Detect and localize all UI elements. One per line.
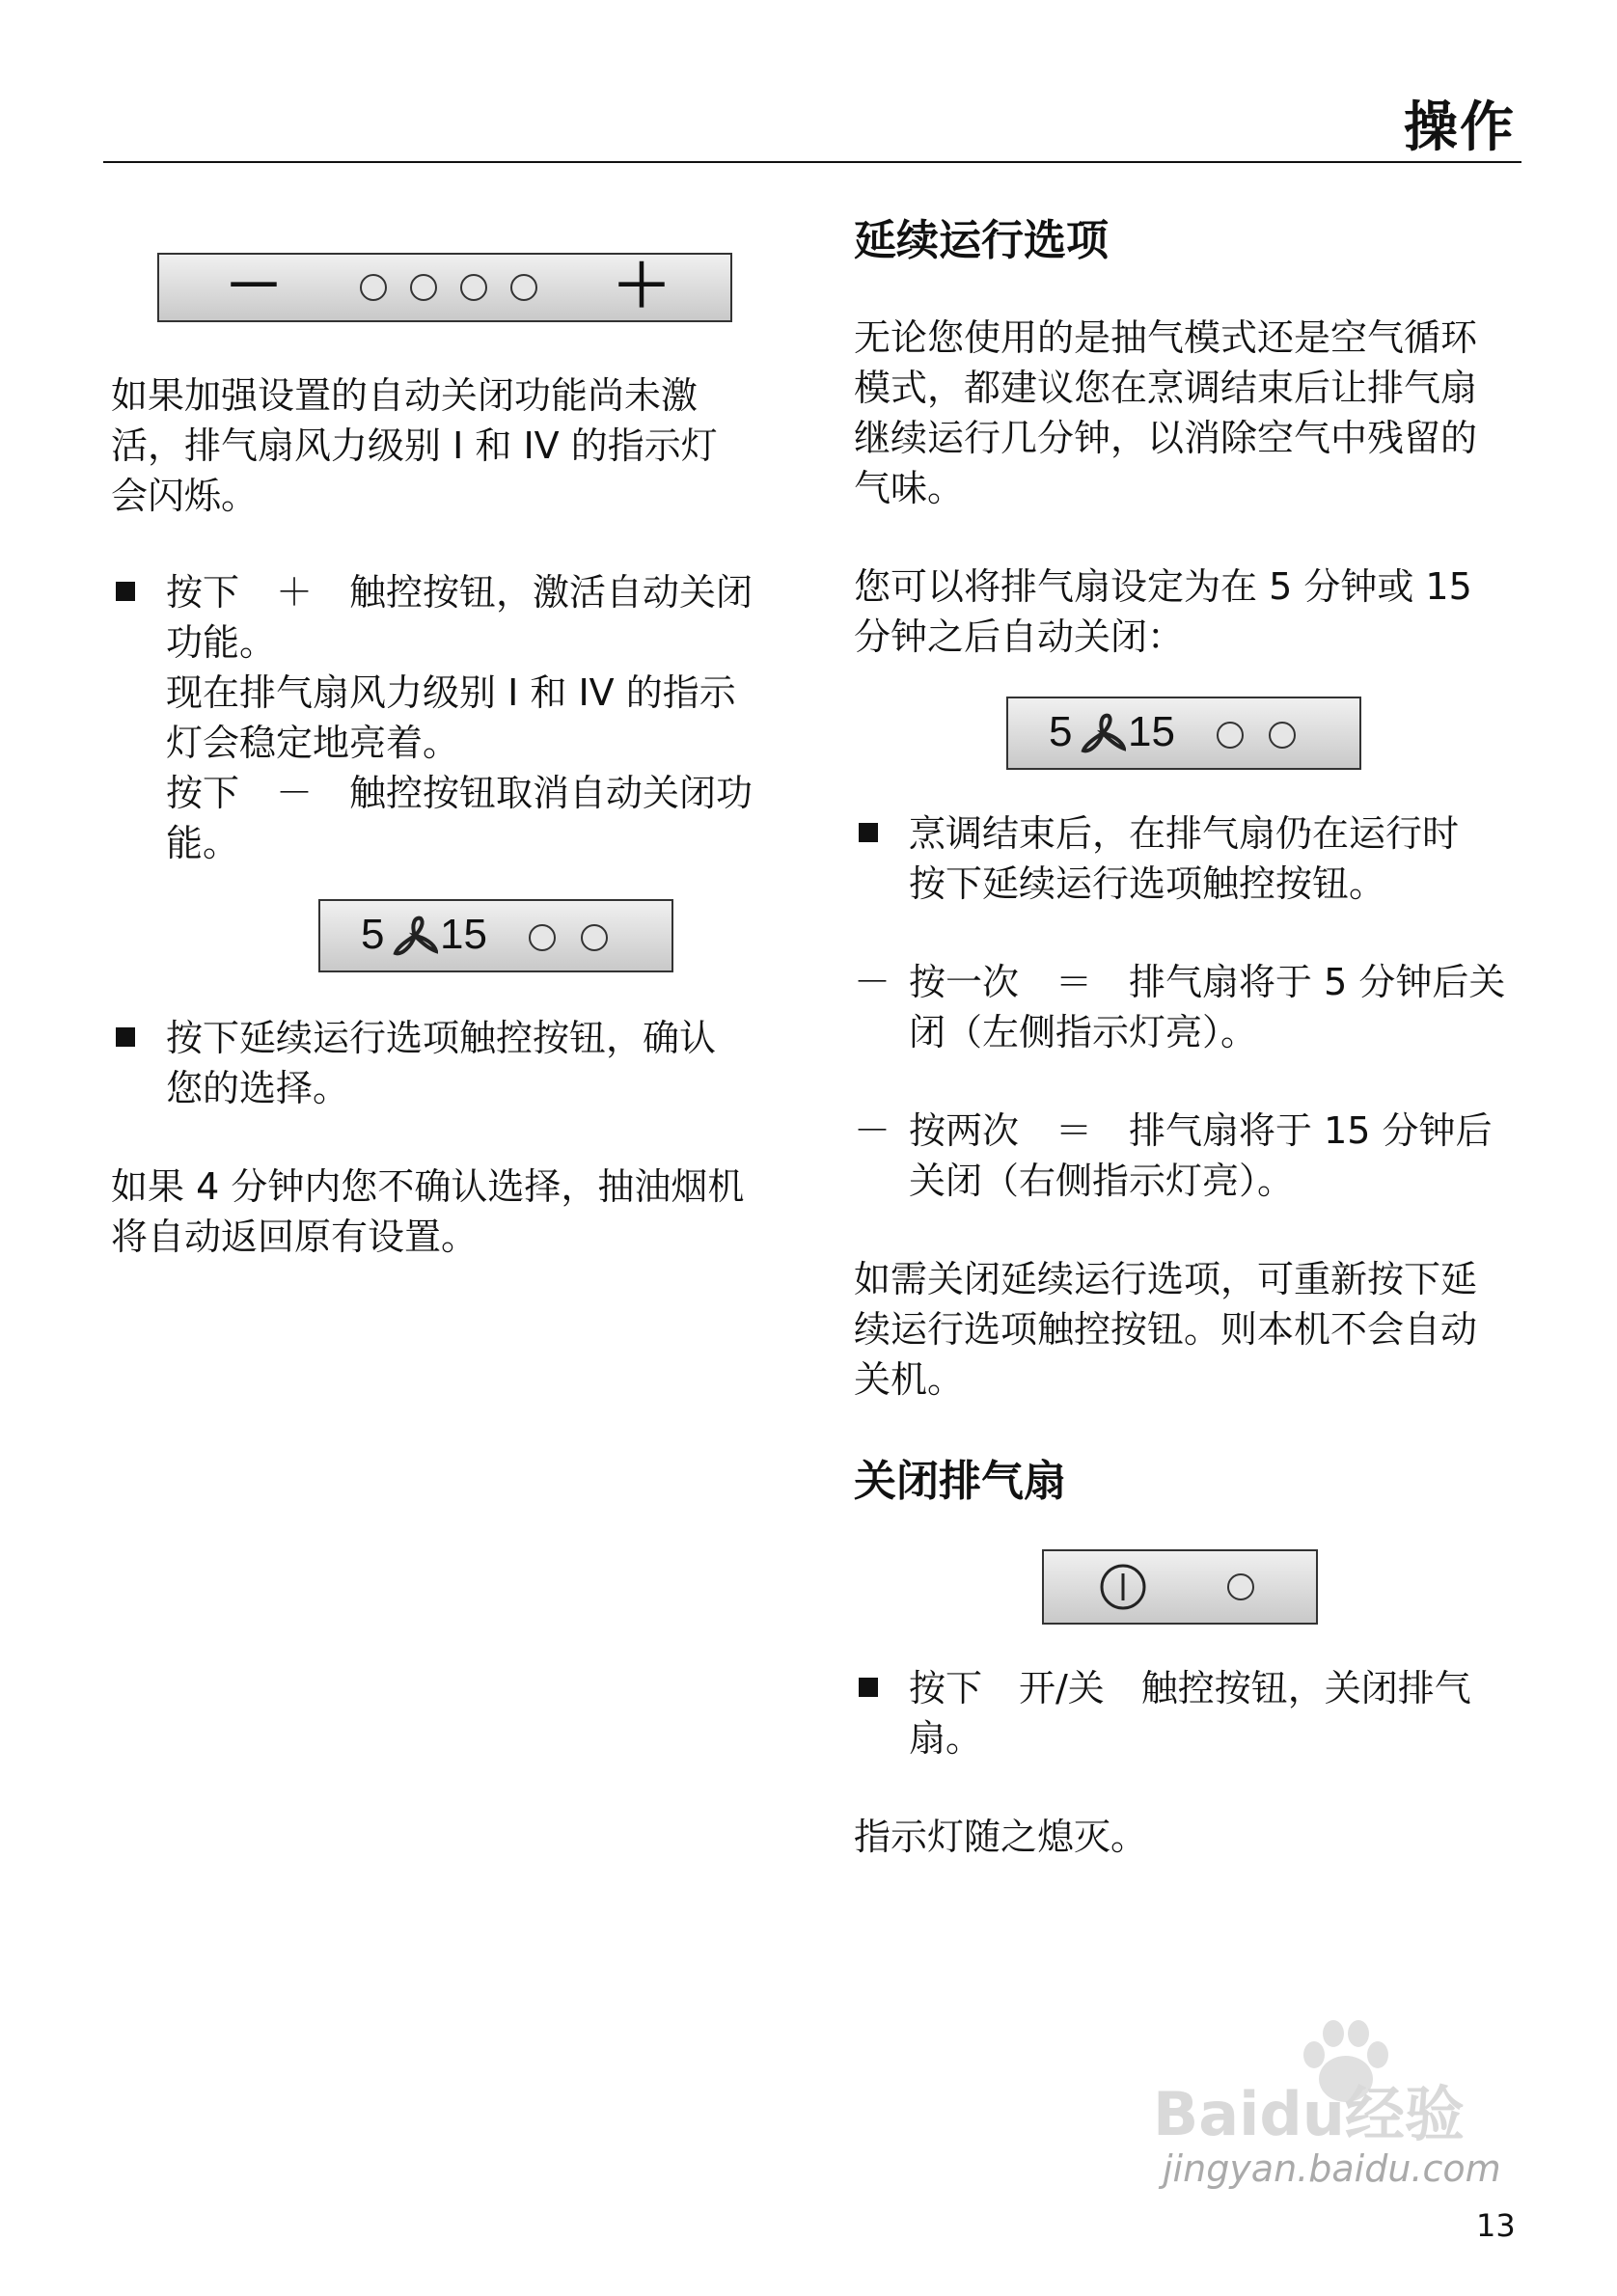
led-power bbox=[1227, 1573, 1254, 1600]
section-heading-switch-off: 关闭排气扇 bbox=[854, 1457, 1066, 1506]
dash-marker: － bbox=[854, 1109, 891, 1152]
bullet-square-icon bbox=[116, 1027, 135, 1047]
fan-level-leds bbox=[360, 274, 537, 301]
fan-icon[interactable] bbox=[392, 915, 438, 957]
minus-button[interactable]: － bbox=[225, 253, 283, 320]
dash-press-once: － 按一次 ＝ 排气扇将于 5 分钟后关 闭（左侧指示灯亮）。 bbox=[854, 957, 1520, 1057]
timer-5-label: 5 bbox=[361, 911, 385, 958]
led-level-2 bbox=[410, 274, 437, 301]
left-column bbox=[111, 222, 786, 1262]
header-divider bbox=[103, 161, 1521, 163]
led-level-3 bbox=[460, 274, 487, 301]
watermark-brand: Baidu经验 bbox=[1153, 2079, 1465, 2149]
right-column bbox=[854, 212, 1520, 1862]
section-heading-run-on: 延续运行选项 bbox=[854, 216, 1109, 265]
bullet-square-icon bbox=[859, 823, 878, 842]
page-number: 13 bbox=[1476, 2207, 1516, 2244]
timer-15-label: 15 bbox=[1128, 708, 1175, 755]
bullet-switch-off: 按下 开/关 触控按钮，关闭排气 扇。 bbox=[854, 1663, 1520, 1763]
fan-level-control-panel bbox=[157, 253, 732, 322]
power-button-icon[interactable] bbox=[1098, 1562, 1148, 1612]
cancel-run-on-note: 如需关闭延续运行选项，可重新按下延 续运行选项触控按钮。则本机不会自动 关机。 bbox=[854, 1258, 1478, 1401]
bullet-square-icon bbox=[859, 1678, 878, 1697]
indicator-off-note: 指示灯随之熄灭。 bbox=[854, 1816, 1148, 1858]
led-5-min bbox=[529, 924, 556, 951]
bullet-square-icon bbox=[116, 582, 135, 601]
bullet-activate-auto-off: 按下 ＋ 触控按钮，激活自动关闭 功能。 现在排气扇风力级别 I 和 IV 的指示 灯会稳定地亮着。 按下 － 触控按钮取消自动关闭功 能。 bbox=[111, 567, 786, 868]
watermark-url: jingyan.baidu.com bbox=[1163, 2147, 1501, 2190]
dash-marker: － bbox=[854, 961, 891, 1003]
led-5-min bbox=[1217, 722, 1244, 749]
dash-press-twice: － 按两次 ＝ 排气扇将于 15 分钟后 关闭（右侧指示灯亮）。 bbox=[854, 1106, 1520, 1206]
plus-button[interactable]: ＋ bbox=[613, 253, 671, 320]
timer-5-label: 5 bbox=[1049, 708, 1073, 755]
timer-15-label: 15 bbox=[440, 911, 487, 958]
run-on-timer-panel-left bbox=[318, 899, 673, 972]
power-control-panel bbox=[1042, 1549, 1318, 1625]
page-section-title: 操作 bbox=[1404, 96, 1516, 159]
led-level-4 bbox=[510, 274, 537, 301]
auto-off-intro: 如果加强设置的自动关闭功能尚未激 活，排气扇风力级别 I 和 IV 的指示灯 会闪烁。 bbox=[111, 374, 718, 517]
led-15-min bbox=[1269, 722, 1296, 749]
led-level-1 bbox=[360, 274, 387, 301]
run-on-intro: 无论您使用的是抽气模式还是空气循环 模式，都建议您在烹调结束后让排气扇 继续运行几分钟，以消除空气中残留的 气味。 bbox=[854, 316, 1478, 509]
baidu-watermark bbox=[1153, 2016, 1539, 2149]
led-15-min bbox=[581, 924, 608, 951]
fan-icon[interactable] bbox=[1080, 712, 1126, 754]
bullet-confirm-selection: 按下延续运行选项触控按钮，确认 您的选择。 bbox=[111, 1013, 786, 1113]
bullet-press-run-on: 烹调结束后，在排气扇仍在运行时 按下延续运行选项触控按钮。 bbox=[854, 808, 1520, 909]
run-on-timer-panel-right bbox=[1006, 697, 1361, 770]
run-on-options: 您可以将排气扇设定为在 5 分钟或 15 分钟之后自动关闭： bbox=[854, 565, 1472, 658]
timeout-note: 如果 4 分钟内您不确认选择，抽油烟机 将自动返回原有设置。 bbox=[111, 1165, 745, 1258]
